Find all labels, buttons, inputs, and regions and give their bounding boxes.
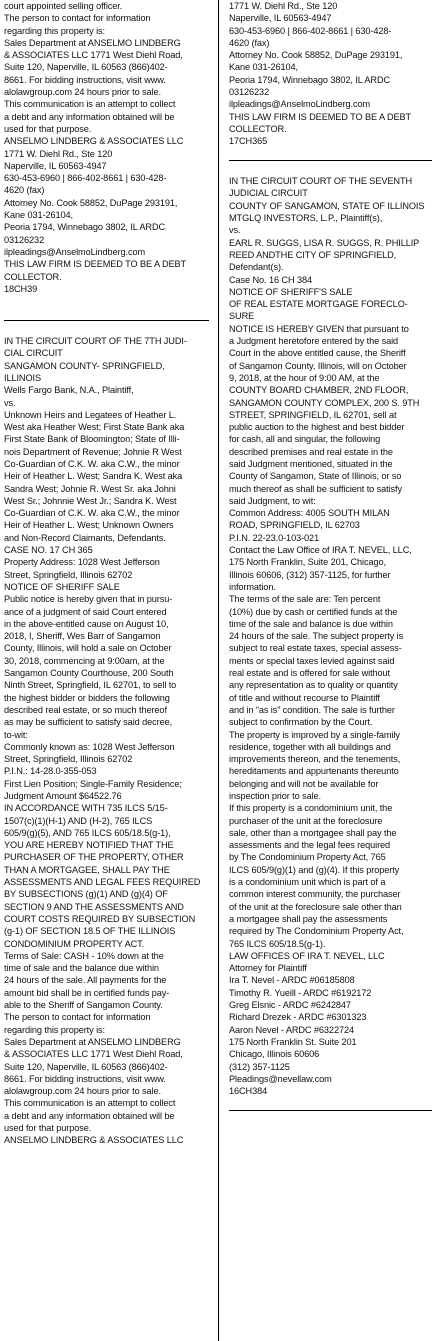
notice-text-line: Unknown Heirs and Legatees of Heather L.: [4, 409, 177, 420]
notice-text-line: (10%) due by cash or certified funds at the: [229, 606, 398, 617]
notice-text-line: 1507(c)(1)(H-1) AND (H-2), 765 ILCS: [4, 815, 153, 826]
notice-text-line: Richard Drezek - ARDC #6301323: [229, 1012, 367, 1023]
notice-text-line: real estate and is offered for sale without: [229, 668, 391, 679]
notice-text-line: 8661. For bidding instructions, visit www.: [4, 1073, 166, 1084]
notice-text-line: regarding this property is:: [4, 25, 105, 36]
column-divider-rule: [218, 0, 219, 1341]
notice-text-line: STREET, SPRINGFIELD, IL 62701, sell at: [229, 409, 397, 420]
notice-text-line: Case No. 16 CH 384: [229, 274, 312, 285]
notice-text-line: nois Department of Revenue; Johnie R West: [4, 446, 182, 457]
notice-text-line: vs.: [4, 397, 16, 408]
notice-text-line: COLLECTOR.: [229, 123, 287, 134]
notice-text-line: Attorney for Plaintiff: [229, 963, 307, 974]
notice-text-line: SANGAMON COUNTY COMPLEX, 200 S. 9TH: [229, 397, 420, 408]
notice-text-line: to-wit:: [4, 729, 28, 740]
notice-text-line: County of Sangamon, State of Illinois, or so: [229, 471, 402, 482]
notice-text-line: PURCHASER OF THE PROPERTY, OTHER: [4, 852, 184, 863]
notice-text-line: ments or special taxes levied against said: [229, 655, 395, 666]
notice-text-line: any representation as to quality or quantity: [229, 680, 398, 691]
notice-text-line: a debt and any information obtained will be: [4, 1110, 175, 1121]
notice-text-line: COUNTY OF SANGAMON, STATE OF ILLINOIS: [229, 200, 425, 211]
notice-text-line: West Sr.; Johnnie West Jr.; Sandra K. West: [4, 495, 177, 506]
notice-text-line: Suite 120, Naperville, IL 60563 (866)402-: [4, 1061, 168, 1072]
notice-text-line: IN THE CIRCUIT COURT OF THE 7TH JUDI-: [4, 336, 187, 347]
notice-text-line: improvements thereon, and the tenements,: [229, 754, 401, 765]
notice-text-line: said Judgment mentioned, situated in the: [229, 458, 393, 469]
notice-text-line: time of sale and the balance due within: [4, 963, 159, 974]
notice-text-line: MTGLQ INVESTORS, L.P., Plaintiff(s),: [229, 213, 383, 224]
notice-text-line: required by The Condominium Property Act,: [229, 926, 404, 937]
notice-text-line: ANSELMO LINDBERG & ASSOCIATES LLC: [4, 1135, 184, 1146]
notice-text-line: Judgment Amount $64522.76: [4, 791, 122, 801]
notice-text-line: Naperville, IL 60563-4947: [4, 160, 107, 171]
notice-text-line: Contact the Law Office of IRA T. NEVEL, LLC,: [229, 545, 412, 556]
notice-text-line: Naperville, IL 60563-4947: [229, 13, 332, 24]
notice-text-line: 1771 W. Diehl Rd., Ste 120: [4, 148, 113, 159]
notice-text-line: First Lien Position; Single-Family Residence;: [4, 778, 182, 789]
notice-text-line: OF REAL ESTATE MORTGAGE FORECLO-: [229, 299, 408, 310]
notice-text-line: hereditaments and appurtenants thereunto: [229, 766, 399, 777]
notice-text-line: Common Address: 4005 SOUTH MILAN: [229, 508, 390, 519]
notice-text-line: 9, 2018, at the hour of 9:00 AM, at the: [229, 372, 380, 383]
right-column: [229, 0, 432, 1341]
notice-text-line: Suite 120, Naperville, IL 60563 (866)402-: [4, 62, 168, 73]
notice-text-line: Co-Guardian of C.K. W. aka C.W., the minor: [4, 508, 180, 519]
notice-text-line: used for that purpose.: [4, 123, 92, 134]
notice-text-line: Pleadings@nevellaw.com: [229, 1073, 332, 1084]
notice-text-line: Ninth Street, Springfield, IL 62701, to sell to: [4, 680, 177, 691]
notice-text-line: described real estate, or so much thereof: [4, 704, 167, 715]
notice-text-line: CASE NO. 17 CH 365: [4, 545, 93, 556]
notice-text-line: Kane 031-26104,: [229, 62, 298, 73]
notice-text-line: 630-453-6960 | 866-402-8661 | 630-428-: [4, 173, 167, 184]
notice-text-line: Sales Department at ANSELMO LINDBERG: [4, 1036, 181, 1047]
notice-text-line: The person to contact for information: [4, 13, 151, 24]
notice-text-line: sale, other than a mortgagee shall pay the: [229, 827, 397, 838]
notice-text-line: THIS LAW FIRM IS DEEMED TO BE A DEBT: [4, 259, 187, 270]
spacer: [229, 148, 432, 160]
notice-text-line: described premises and real estate in the: [229, 446, 393, 457]
notice-text-line: P.I.N. 22-23.0-103-021: [229, 532, 320, 543]
notice-text-line: West aka Heather West; First State Bank aka: [4, 422, 185, 433]
notice-text-line: The terms of the sale are: Ten percent: [229, 594, 381, 605]
notice-text-line: Wells Fargo Bank, N.A., Plaintiff,: [4, 385, 134, 396]
notice-text-line: The person to contact for information: [4, 1012, 151, 1023]
notice-text-line: Court in the above entitled cause, the Sheriff: [229, 348, 406, 359]
spacer: [4, 323, 209, 335]
notice-text-line: Peoria 1794, Winnebago 3802, IL ARDC: [229, 74, 391, 85]
notice-text-line: information.: [229, 581, 276, 592]
notice-text-line: Terms of Sale: CASH - 10% down at the: [4, 950, 164, 961]
notice-text-line: court appointed selling officer.: [4, 1, 123, 11]
notice-text-line: Aaron Nevel - ARDC #6322724: [229, 1024, 354, 1035]
notice-text-line: 630-453-6960 | 866-402-8661 | 630-428-: [229, 25, 392, 36]
notice-text-line: NOTICE IS HEREBY GIVEN that pursuant to: [229, 323, 409, 334]
notice-text-line: Timothy R. Yueill - ARDC #6192172: [229, 987, 372, 998]
notice-text-line: County, Illinois, will hold a sale on October: [4, 643, 172, 654]
notice-text-line: amount bid shall be in certified funds pay-: [4, 987, 170, 998]
notice-text-line: IN ACCORDANCE WITH 735 ILCS 5/15-: [4, 803, 168, 814]
notice-text-line: for cash, all and singular, the following: [229, 434, 381, 445]
notice-text-line: Commonly known as: 1028 West Jefferson: [4, 741, 175, 752]
notice-text-line: purchaser of the unit at the foreclosure: [229, 815, 383, 826]
spacer: [229, 163, 432, 175]
notice-text-line: SANGAMON COUNTY- SPRINGFIELD,: [4, 360, 165, 371]
notice-text-line: NOTICE OF SHERIFF SALE: [4, 581, 120, 592]
notice-text-line: LAW OFFICES OF IRA T. NEVEL, LLC: [229, 950, 385, 961]
notice-text-line: 17CH365: [229, 136, 268, 147]
notice-text-line: 4620 (fax): [4, 185, 45, 196]
notice-divider-rule: [4, 320, 209, 321]
notice-text-line: Sandra West; Johnie R. West Sr. aka Johni: [4, 483, 176, 494]
notice-text-line: This communication is an attempt to collect: [4, 1098, 176, 1109]
notice-text-line: Co-Guardian of C.K. W. aka C.W., the minor: [4, 458, 180, 469]
notice-text-line: ilpleadings@AnselmoLindberg.com: [229, 99, 371, 110]
notice-text-line: This communication is an attempt to collect: [4, 99, 176, 110]
notice-text-line: CIAL CIRCUIT: [4, 348, 63, 359]
notice-text-line: ANSELMO LINDBERG & ASSOCIATES LLC: [4, 136, 184, 147]
notice-text-line: a debt and any information obtained will be: [4, 111, 175, 122]
notice-text-line: Attorney No. Cook 58852, DuPage 293191,: [229, 50, 403, 61]
notice-text-line: (312) 357-1125: [229, 1061, 290, 1072]
notice-text-line: Peoria 1794, Winnebago 3802, IL ARDC: [4, 222, 166, 233]
notice-text-line: & ASSOCIATES LLC 1771 West Diehl Road,: [4, 1049, 183, 1060]
notice-text-line: COLLECTOR.: [4, 271, 62, 282]
notice-text-line: 175 North Franklin, Suite 201, Chicago,: [229, 557, 386, 568]
notice-text-line: IN THE CIRCUIT COURT OF THE SEVENTH: [229, 176, 412, 187]
notice-text-line: 16CH384: [229, 1086, 268, 1097]
notice-text-line: Attorney No. Cook 58852, DuPage 293191,: [4, 197, 178, 208]
notice-text-line: CONDOMINIUM PROPERTY ACT.: [4, 938, 145, 949]
spacer: [4, 295, 209, 307]
notice-text-line: as may be sufficient to satisfy said decree,: [4, 717, 173, 728]
notice-text-line: is a condominium unit which is part of a: [229, 877, 386, 888]
notice-16ch384: [229, 175, 432, 1097]
notice-text-line: used for that purpose.: [4, 1123, 92, 1134]
notice-text-line: the highest bidder or bidders the following: [4, 692, 170, 703]
notice-text-line: BY SUBSECTIONS (g)(1) AND (g)(4) OF: [4, 889, 168, 900]
notice-text-line: 8661. For bidding instructions, visit www.: [4, 74, 166, 85]
notice-text-line: Heir of Heather L. West; Unknown Owners: [4, 520, 174, 531]
notice-text-line: ILCS 605/9(g)(1) and (g)(4). If this property: [229, 864, 400, 875]
notice-text-line: much thereof as shall be sufficient to satisfy: [229, 483, 402, 494]
notice-text-line: COURT COSTS REQUIRED BY SUBSECTION: [4, 913, 196, 924]
notice-text-line: Sales Department at ANSELMO LINDBERG: [4, 37, 181, 48]
notice-text-line: ROAD, SPRINGFIELD, IL 62703: [229, 520, 360, 531]
notice-text-line: in the above-entitled cause on August 10,: [4, 618, 169, 629]
notice-text-line: 605/9(g)(5), AND 765 ILCS 605/18.5(g-1),: [4, 827, 171, 838]
notice-text-line: If this property is a condominium unit, the: [229, 803, 393, 814]
notice-text-line: Property Address: 1028 West Jefferson: [4, 557, 160, 568]
notice-text-line: assessments and the legal fees required: [229, 840, 391, 851]
spacer: [229, 1097, 432, 1109]
notice-text-line: alolawgroup.com 24 hours prior to sale.: [4, 1086, 161, 1097]
notice-text-line: regarding this property is:: [4, 1024, 105, 1035]
notice-text-line: ance of a judgment of said Court entered: [4, 606, 167, 617]
notice-text-line: The property is improved by a single-family: [229, 729, 400, 740]
notice-text-line: Greg Elsnic - ARDC #6242847: [229, 1000, 351, 1011]
notice-text-line: SURE: [229, 311, 255, 322]
notice-text-line: SECTION 9 AND THE ASSESSMENTS AND: [4, 901, 184, 912]
notice-text-line: Sangamon County Courthouse, 200 South: [4, 668, 174, 679]
notice-text-line: Heir of Heather L. West; Sandra K. West aka: [4, 471, 183, 482]
notice-text-line: 1771 W. Diehl Rd., Ste 120: [229, 1, 338, 11]
notice-text-line: Illinois 60606, (312) 357-1125, for further: [229, 569, 391, 580]
notice-text-line: Public notice is hereby given that in pursu-: [4, 594, 173, 605]
notice-17ch365: [4, 335, 209, 1147]
notice-divider-rule: [229, 160, 432, 161]
notice-text-line: and in “as is” condition. The sale is further: [229, 704, 395, 715]
notice-text-line: NOTICE OF SHERIFF'S SALE: [229, 286, 353, 297]
notice-text-line: residence, together with all buildings and: [229, 741, 391, 752]
notice-text-line: common interest community, the purchaser: [229, 889, 401, 900]
notice-text-line: belonging and will not be available for: [229, 778, 379, 789]
notice-text-line: Kane 031-26104,: [4, 210, 73, 221]
notice-text-line: 03126232: [4, 234, 45, 245]
notice-text-line: time of the sale and balance is due within: [229, 618, 393, 629]
notice-text-line: 18CH39: [4, 283, 38, 294]
notice-text-line: subject to confirmation by the Court.: [229, 717, 373, 728]
notice-text-line: public auction to the highest and best bidder: [229, 422, 405, 433]
notice-18ch39-tail: [4, 0, 209, 295]
notice-text-line: JUDICIAL CIRCUIT: [229, 188, 308, 199]
notice-text-line: 175 North Franklin St. Suite 201: [229, 1036, 357, 1047]
notice-text-line: Street, Springfield, Illinois 62702: [4, 569, 133, 580]
notice-text-line: 30, 2018, commencing at 9:00am, at the: [4, 655, 165, 666]
left-column: [4, 0, 209, 1341]
notice-text-line: ilpleadings@AnselmoLindberg.com: [4, 246, 146, 257]
notice-text-line: THIS LAW FIRM IS DEEMED TO BE A DEBT: [229, 111, 412, 122]
notice-text-line: Defendant(s).: [229, 262, 284, 273]
notice-text-line: 24 hours of the sale. The subject property is: [229, 631, 404, 642]
notice-text-line: by The Condominium Property Act, 765: [229, 852, 386, 863]
notice-text-line: 4620 (fax): [229, 37, 270, 48]
notice-divider-rule: [229, 1110, 432, 1111]
notice-text-line: ILLINOIS: [4, 372, 41, 383]
notice-text-line: said Judgment, to wit:: [229, 495, 316, 506]
notice-text-line: and Non-Record Claimants, Defendants.: [4, 532, 166, 543]
notice-text-line: subject to real estate taxes, special assess-: [229, 643, 402, 654]
notice-text-line: a Judgment heretofore entered by the said: [229, 336, 399, 347]
notice-text-line: & ASSOCIATES LLC 1771 West Diehl Road,: [4, 50, 183, 61]
notice-text-line: YOU ARE HEREBY NOTIFIED THAT THE: [4, 840, 174, 851]
notice-text-line: Chicago, Illinois 60606: [229, 1049, 320, 1060]
notice-text-line: of the unit at the foreclosure sale other than: [229, 901, 402, 912]
spacer: [4, 307, 209, 319]
notice-text-line: of Sangamon County, Illinois, will on October: [229, 360, 407, 371]
notice-text-line: ASSESSMENTS AND LEGAL FEES REQUIRED: [4, 877, 201, 888]
notice-text-line: a mortgagee shall pay the assessments: [229, 913, 388, 924]
notice-text-line: alolawgroup.com 24 hours prior to sale.: [4, 87, 161, 98]
notice-text-line: 2018, I, Sheriff, Wes Barr of Sangamon: [4, 631, 161, 642]
notice-text-line: of title and without recourse to Plaintiff: [229, 692, 380, 703]
notice-17ch365-tail: [229, 0, 432, 148]
notice-text-line: 24 hours of the sale. All payments for the: [4, 975, 167, 986]
notice-text-line: Street, Springfield, Illinois 62702: [4, 754, 133, 765]
notice-text-line: inspection prior to sale.: [229, 791, 321, 801]
notice-text-line: P.I.N.: 14-28.0-355-053: [4, 766, 97, 777]
notice-text-line: COUNTY BOARD CHAMBER, 2ND FLOOR,: [229, 385, 409, 396]
notice-text-line: First State Bank of Bloomington; State of Illi-: [4, 434, 180, 445]
notice-text-line: (g-1) OF SECTION 18.5 OF THE ILLINOIS: [4, 926, 176, 937]
notice-text-line: vs.: [229, 225, 241, 236]
notice-text-line: Ira T. Nevel - ARDC #06185808: [229, 975, 355, 986]
notice-text-line: EARL R. SUGGS, LISA R. SUGGS, R. PHILLIP: [229, 237, 420, 248]
notice-text-line: 03126232: [229, 87, 270, 98]
notice-text-line: able to the Sheriff of Sangamon County.: [4, 1000, 163, 1011]
notice-text-line: REED ANDTHE CITY OF SPRINGFIELD,: [229, 249, 397, 260]
notice-text-line: THAN A MORTGAGEE, SHALL PAY THE: [4, 864, 170, 875]
notice-text-line: 765 ILCS 605/18.5(g-1).: [229, 938, 326, 949]
